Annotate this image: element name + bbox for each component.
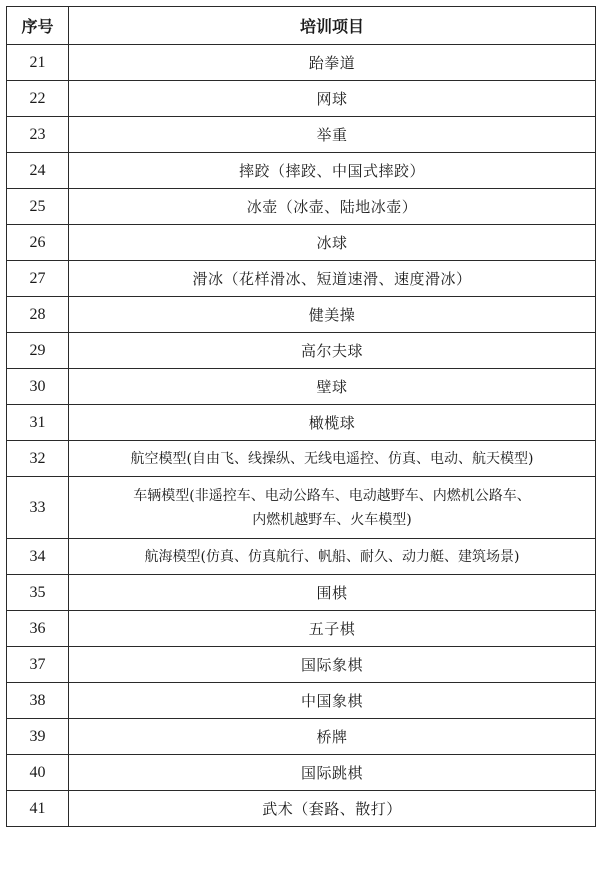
row-training-item: 五子棋 xyxy=(69,611,596,647)
table-row xyxy=(7,719,596,755)
table-row xyxy=(7,405,596,441)
table-row xyxy=(7,189,596,225)
row-number: 30 xyxy=(7,369,69,405)
table-row xyxy=(7,369,596,405)
table-row xyxy=(7,441,596,477)
row-training-item: 跆拳道 xyxy=(69,45,596,81)
row-training-item: 围棋 xyxy=(69,575,596,611)
table-row xyxy=(7,81,596,117)
table-row xyxy=(7,225,596,261)
row-number: 21 xyxy=(7,45,69,81)
row-number: 23 xyxy=(7,117,69,153)
row-training-item-line2: 内燃机越野车、火车模型) xyxy=(252,511,412,528)
training-items-sheet xyxy=(6,6,595,827)
row-training-item: 摔跤（摔跤、中国式摔跤） xyxy=(69,153,596,189)
row-number: 34 xyxy=(7,539,69,575)
table-row xyxy=(7,791,596,827)
row-training-item: 橄榄球 xyxy=(69,405,596,441)
row-training-item: 壁球 xyxy=(69,369,596,405)
table-row xyxy=(7,153,596,189)
table-row xyxy=(7,45,596,81)
table-row xyxy=(7,647,596,683)
row-training-item: 国际跳棋 xyxy=(69,755,596,791)
row-training-item: 航空模型(自由飞、线操纵、无线电遥控、仿真、电动、航天模型) xyxy=(69,441,596,477)
row-training-item: 举重 xyxy=(69,117,596,153)
header-number: 序号 xyxy=(7,7,69,45)
row-number: 33 xyxy=(7,477,69,539)
row-training-item: 桥牌 xyxy=(69,719,596,755)
row-number: 41 xyxy=(7,791,69,827)
row-number: 27 xyxy=(7,261,69,297)
header-row xyxy=(7,7,596,45)
table-row xyxy=(7,297,596,333)
row-training-item xyxy=(69,477,596,539)
table-row xyxy=(7,477,596,539)
row-number: 37 xyxy=(7,647,69,683)
table-row xyxy=(7,683,596,719)
table-row xyxy=(7,611,596,647)
row-number: 39 xyxy=(7,719,69,755)
table-row xyxy=(7,261,596,297)
table-row xyxy=(7,333,596,369)
row-number: 38 xyxy=(7,683,69,719)
row-number: 40 xyxy=(7,755,69,791)
row-number: 24 xyxy=(7,153,69,189)
row-number: 26 xyxy=(7,225,69,261)
row-number: 28 xyxy=(7,297,69,333)
row-number: 35 xyxy=(7,575,69,611)
row-training-item: 网球 xyxy=(69,81,596,117)
row-training-item: 航海模型(仿真、仿真航行、帆船、耐久、动力艇、建筑场景) xyxy=(69,539,596,575)
row-training-item: 滑冰（花样滑冰、短道速滑、速度滑冰） xyxy=(69,261,596,297)
table-row xyxy=(7,117,596,153)
row-training-item-line1: 车辆模型(非遥控车、电动公路车、电动越野车、内燃机公路车、 xyxy=(133,487,531,504)
training-items-table xyxy=(6,6,596,827)
row-number: 36 xyxy=(7,611,69,647)
row-number: 31 xyxy=(7,405,69,441)
row-number: 22 xyxy=(7,81,69,117)
row-training-item: 健美操 xyxy=(69,297,596,333)
table-row xyxy=(7,755,596,791)
row-training-item: 冰球 xyxy=(69,225,596,261)
row-training-item: 武术（套路、散打） xyxy=(69,791,596,827)
table-row xyxy=(7,539,596,575)
row-training-item: 国际象棋 xyxy=(69,647,596,683)
row-training-item: 高尔夫球 xyxy=(69,333,596,369)
row-number: 32 xyxy=(7,441,69,477)
row-number: 25 xyxy=(7,189,69,225)
row-number: 29 xyxy=(7,333,69,369)
row-training-item: 冰壶（冰壶、陆地冰壶） xyxy=(69,189,596,225)
row-training-item: 中国象棋 xyxy=(69,683,596,719)
table-row xyxy=(7,575,596,611)
header-training-item: 培训项目 xyxy=(69,7,596,45)
